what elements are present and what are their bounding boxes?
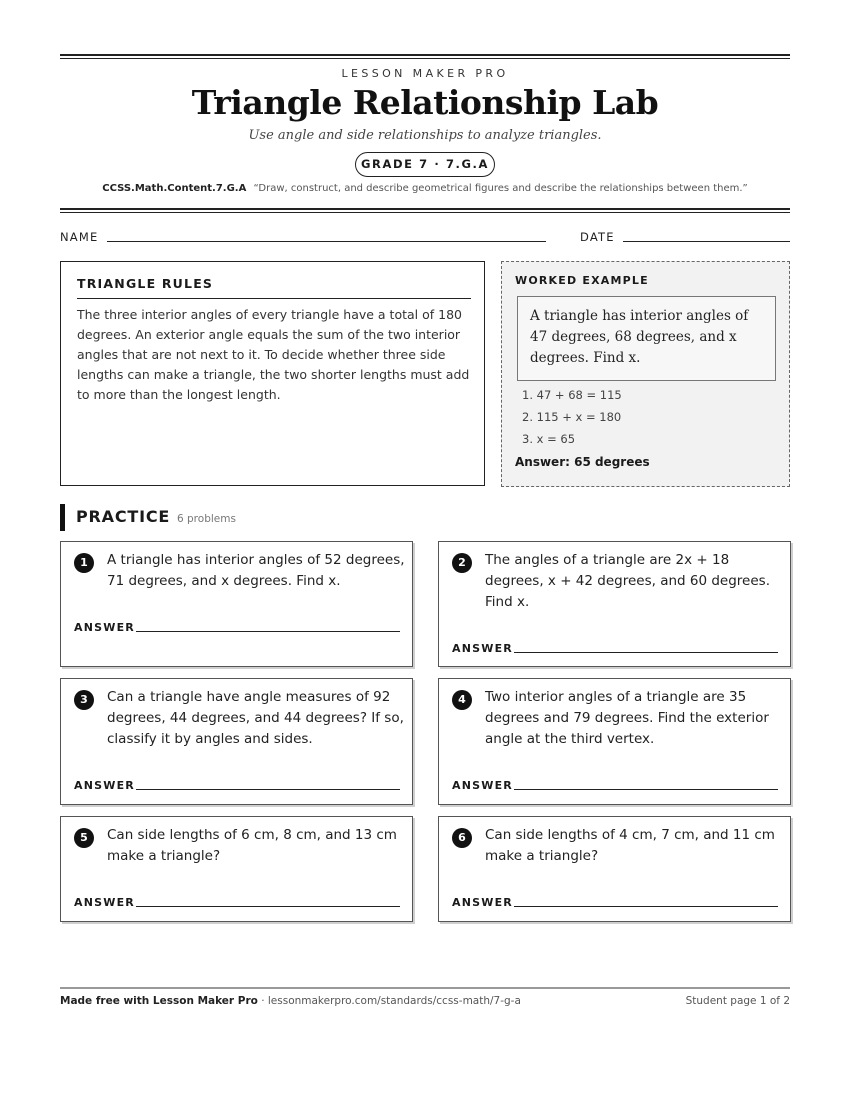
problem-number: 4 bbox=[452, 690, 472, 710]
problem-text: A triangle has interior angles of 52 degrees, 71 degrees, and x degrees. Find x. bbox=[107, 552, 405, 589]
problem-text: Two interior angles of a triangle are 35 degrees and 79 degrees. Find the exterior angle at the third vertex. bbox=[485, 689, 769, 747]
problem-number: 1 bbox=[74, 553, 94, 573]
problem-card-1 bbox=[60, 541, 413, 667]
problem-number: 6 bbox=[452, 828, 472, 848]
problem-text: The angles of a triangle are 2x + 18 degrees, x + 42 degrees, and 60 degrees. Find x. bbox=[485, 552, 770, 610]
header-divider bbox=[60, 208, 790, 213]
practice-accent-bar bbox=[60, 504, 65, 531]
standard-reference bbox=[60, 183, 790, 194]
problem-number: 5 bbox=[74, 828, 94, 848]
answer-label: ANSWER bbox=[452, 896, 513, 909]
example-answer: Answer: 65 degrees bbox=[515, 455, 650, 469]
answer-field[interactable] bbox=[514, 789, 778, 790]
answer-field[interactable] bbox=[136, 631, 400, 632]
footer-divider bbox=[60, 987, 790, 989]
example-steps bbox=[522, 386, 622, 452]
triangle-rules-box bbox=[60, 261, 485, 486]
page-subtitle: Use angle and side relationships to analyze triangles. bbox=[248, 128, 602, 143]
rules-heading: TRIANGLE RULES bbox=[77, 276, 214, 291]
standard-code: CCSS.Math.Content.7.G.A bbox=[102, 183, 247, 194]
worksheet-page bbox=[60, 0, 790, 1100]
problem-card-3 bbox=[60, 678, 413, 805]
problem-text: Can side lengths of 6 cm, 8 cm, and 13 cm make a triangle? bbox=[107, 827, 397, 864]
problem-text: Can side lengths of 4 cm, 7 cm, and 11 cm make a triangle? bbox=[485, 827, 775, 864]
top-divider bbox=[60, 54, 790, 59]
grade-badge: GRADE 7 · 7.G.A bbox=[355, 152, 495, 177]
rules-heading-underline bbox=[77, 298, 471, 299]
name-label: NAME bbox=[60, 230, 99, 244]
answer-field[interactable] bbox=[136, 789, 400, 790]
problem-number: 2 bbox=[452, 553, 472, 573]
example-step: 2. 115 + x = 180 bbox=[522, 410, 622, 424]
problem-count: 6 problems bbox=[177, 513, 236, 525]
answer-label: ANSWER bbox=[74, 896, 135, 909]
standard-description: “Draw, construct, and describe geometrical figures and describe the relationships between them.” bbox=[253, 183, 748, 194]
answer-field[interactable] bbox=[514, 652, 778, 653]
problem-card-2 bbox=[438, 541, 791, 667]
example-heading: WORKED EXAMPLE bbox=[515, 274, 649, 287]
name-field[interactable] bbox=[107, 241, 546, 242]
answer-label: ANSWER bbox=[74, 779, 135, 792]
problem-text: Can a triangle have angle measures of 92 degrees, 44 degrees, and 44 degrees? If so, classify it by angles and sides. bbox=[107, 689, 404, 747]
problem-card-5 bbox=[60, 816, 413, 922]
problem-number: 3 bbox=[74, 690, 94, 710]
brand-name: LESSON MAKER PRO bbox=[341, 67, 509, 80]
example-step: 1. 47 + 68 = 115 bbox=[522, 388, 622, 402]
answer-label: ANSWER bbox=[74, 621, 135, 634]
worked-example-box bbox=[501, 261, 790, 487]
answer-label: ANSWER bbox=[452, 642, 513, 655]
example-problem: A triangle has interior angles of 47 degrees, 68 degrees, and x degrees. Find x. bbox=[517, 296, 776, 381]
date-field[interactable] bbox=[623, 241, 790, 242]
problem-card-4 bbox=[438, 678, 791, 805]
answer-field[interactable] bbox=[514, 906, 778, 907]
page-title: Triangle Relationship Lab bbox=[191, 83, 659, 122]
practice-heading: PRACTICE bbox=[76, 507, 171, 526]
answer-field[interactable] bbox=[136, 906, 400, 907]
rules-text: The three interior angles of every triangle have a total of 180 degrees. An exterior angle equals the sum of the two interior angles that are not next to it. To decide whether three side lengths can make a triangle, the two shorter lengths must add to more than the longest length. bbox=[77, 307, 470, 402]
footer-credit bbox=[60, 995, 521, 1007]
page-number: Student page 1 of 2 bbox=[685, 995, 790, 1007]
problem-card-6 bbox=[438, 816, 791, 922]
footer-url[interactable]: · lessonmakerpro.com/standards/ccss-math/7-g-a bbox=[257, 995, 521, 1007]
footer-made-with: Made free with Lesson Maker Pro bbox=[60, 995, 258, 1007]
date-label: DATE bbox=[580, 230, 615, 244]
answer-label: ANSWER bbox=[452, 779, 513, 792]
example-step: 3. x = 65 bbox=[522, 432, 576, 446]
